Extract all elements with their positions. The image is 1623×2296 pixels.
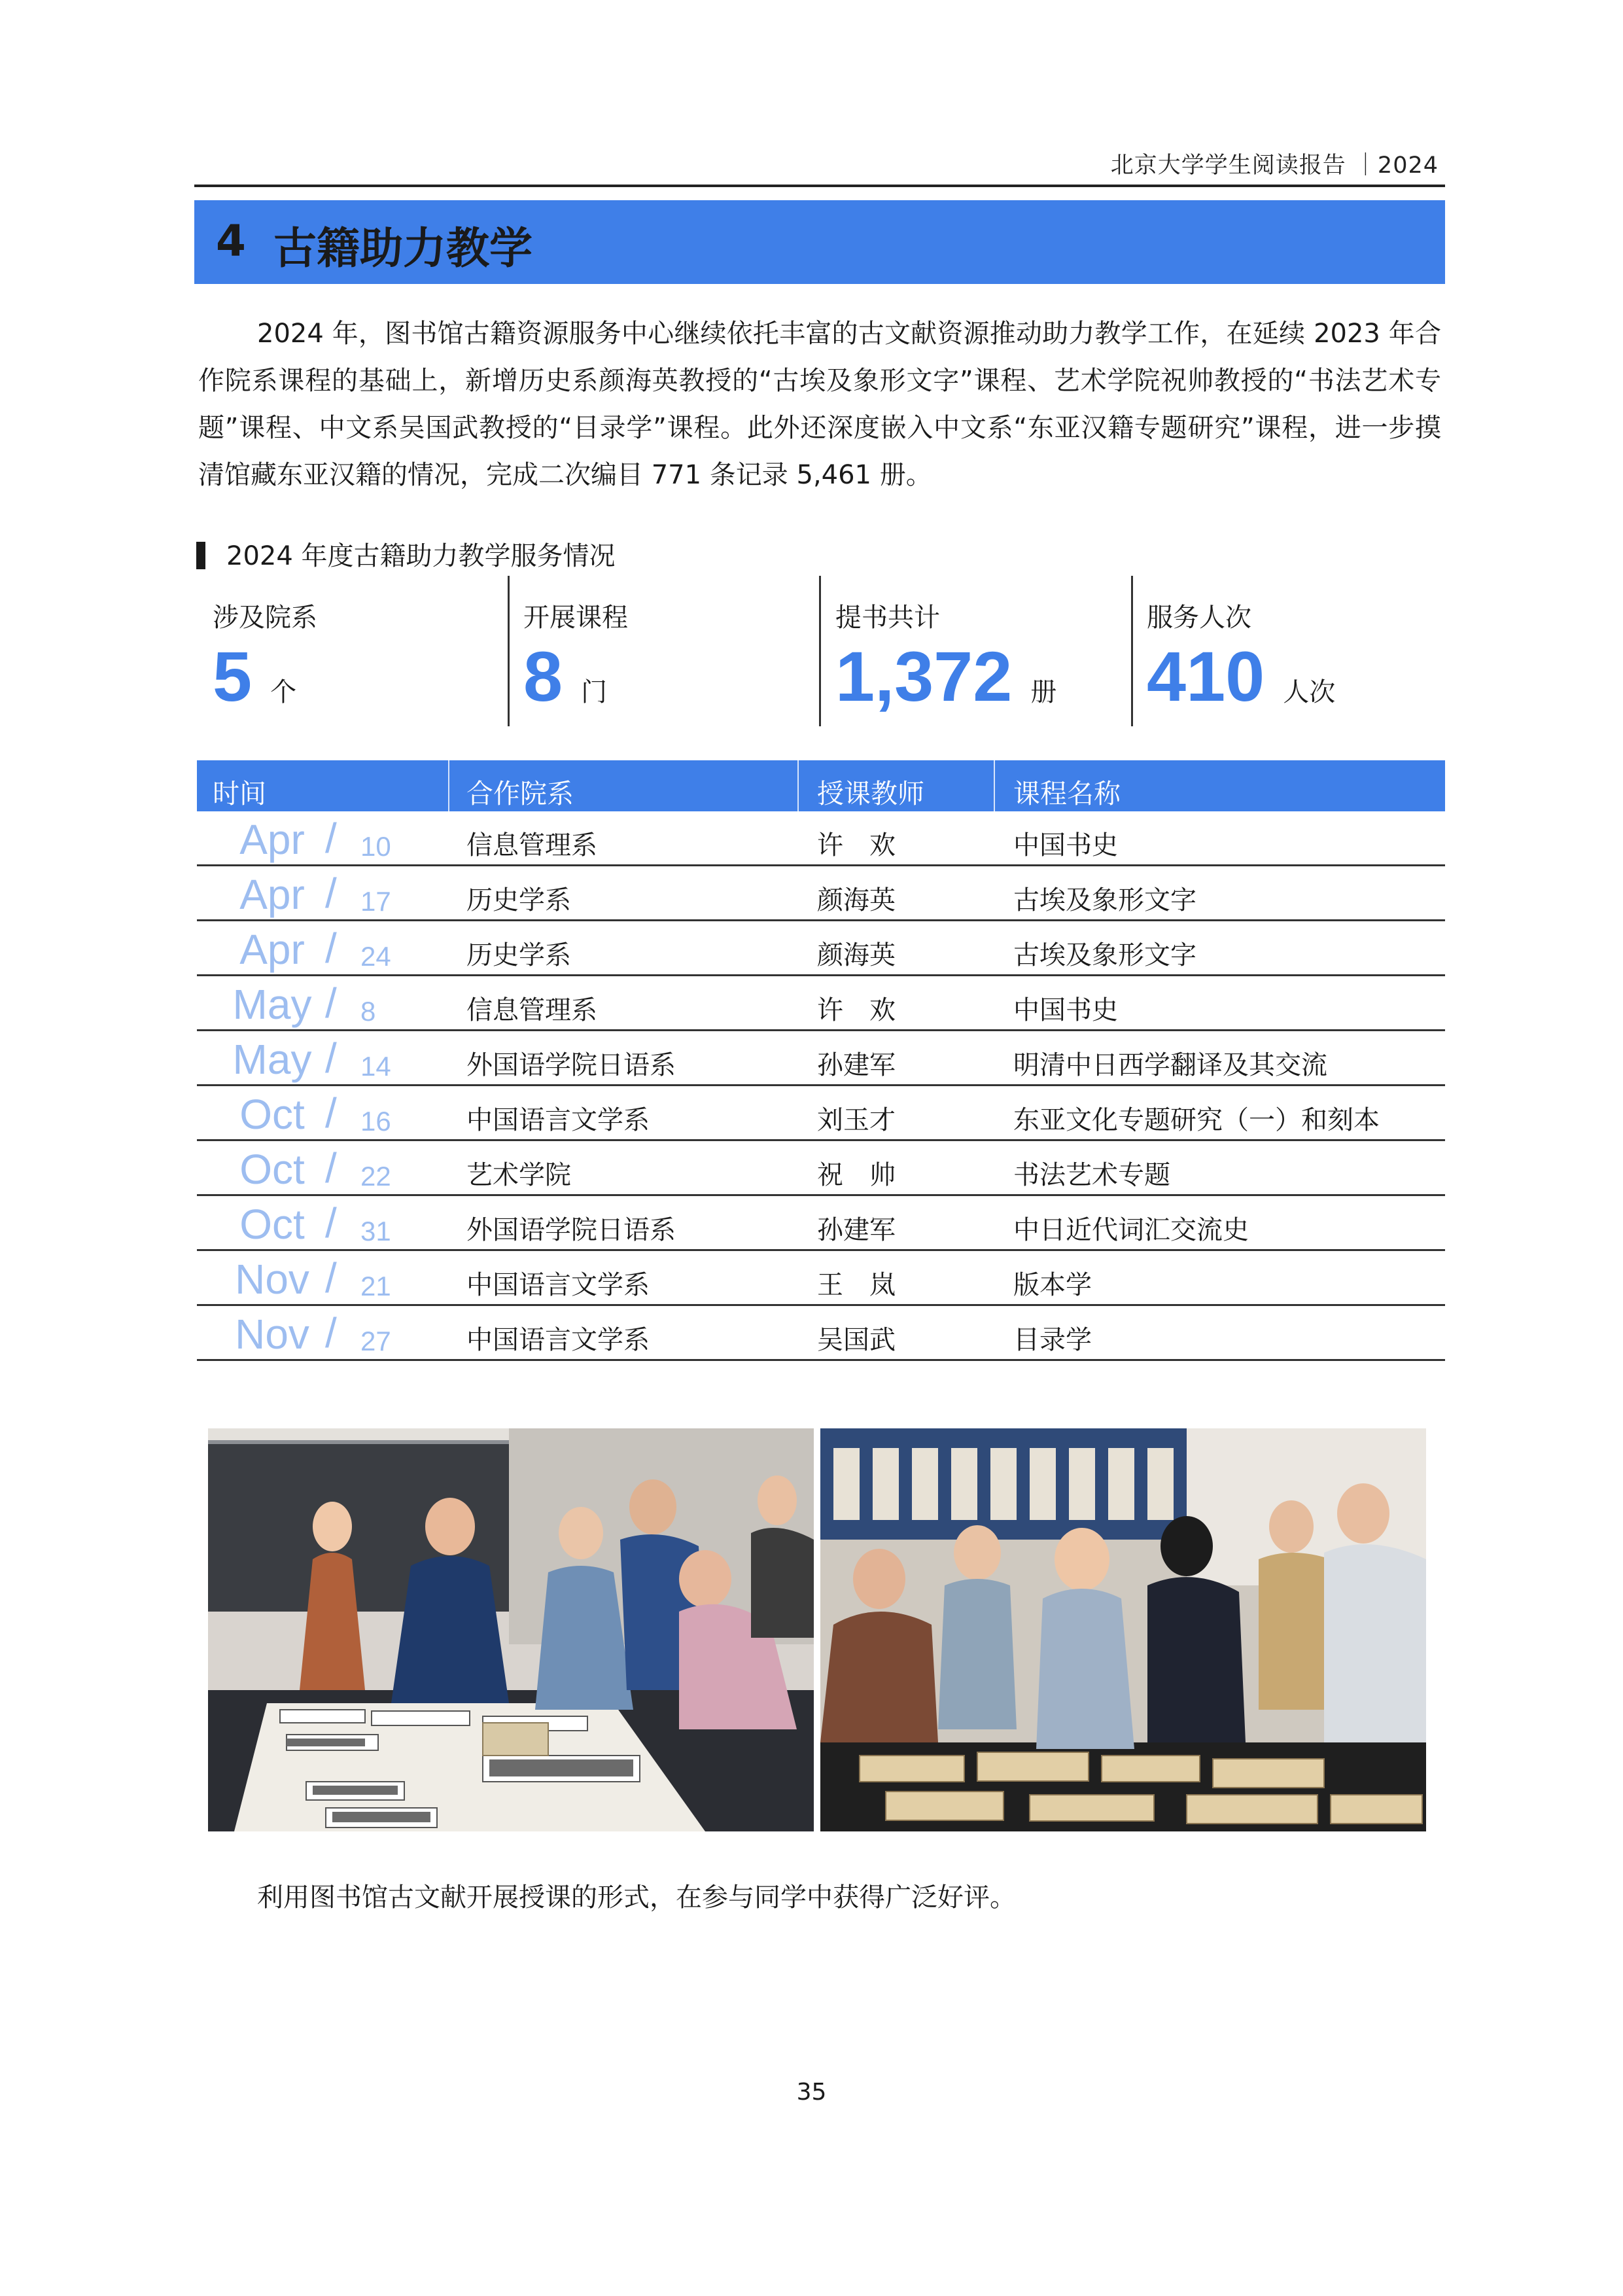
course-cell: 中国书史 <box>1013 995 1118 1025</box>
teacher-cell: 刘玉才 <box>817 1105 896 1135</box>
stats-title: 2024 年度古籍助力教学服务情况 <box>226 541 616 571</box>
date-separator: / <box>325 980 337 1027</box>
teacher-cell: 王 岚 <box>817 1270 896 1300</box>
section-number: 4 <box>216 216 246 266</box>
teacher-cell: 颜海英 <box>817 885 896 915</box>
teacher-cell: 孙建军 <box>817 1050 896 1080</box>
date-day: 24 <box>360 941 391 972</box>
table-row <box>197 866 1445 921</box>
stat-courses <box>523 576 831 726</box>
date-separator: / <box>325 815 337 862</box>
date-month: Oct <box>239 1201 305 1248</box>
department-cell: 历史学系 <box>466 885 571 915</box>
date-month: Nov <box>235 1256 309 1303</box>
table-row <box>197 1306 1445 1361</box>
stat-departments <box>213 576 520 726</box>
stat-unit: 册 <box>1030 677 1057 707</box>
running-header: 北京大学学生阅读报告 ｜2024 <box>1110 152 1439 179</box>
stat-label: 开展课程 <box>523 603 628 633</box>
department-cell: 信息管理系 <box>466 995 597 1025</box>
teacher-cell: 吴国武 <box>817 1325 896 1355</box>
table-row <box>197 1086 1445 1141</box>
course-cell: 古埃及象形文字 <box>1013 885 1196 915</box>
date-separator: / <box>325 870 337 917</box>
department-cell: 信息管理系 <box>466 830 597 860</box>
table-row <box>197 1031 1445 1086</box>
stat-label: 提书共计 <box>835 603 940 633</box>
stat-unit: 人次 <box>1283 677 1336 707</box>
stat-label: 服务人次 <box>1147 603 1251 633</box>
date-day: 17 <box>360 886 391 917</box>
course-cell: 东亚文化专题研究（一）和刻本 <box>1013 1105 1380 1135</box>
department-cell: 外国语学院日语系 <box>466 1215 676 1245</box>
stat-value <box>213 637 297 716</box>
table-row <box>197 921 1445 976</box>
stat-number: 5 <box>213 637 253 716</box>
course-table <box>197 760 1445 1361</box>
section-title: 古籍助力教学 <box>273 222 532 274</box>
photo-caption: 利用图书馆古文献开展授课的形式，在参与同学中获得广泛好评。 <box>257 1882 1016 1913</box>
date-month: Oct <box>239 1091 305 1138</box>
stat-divider <box>1131 576 1133 726</box>
department-cell: 中国语言文学系 <box>466 1270 650 1300</box>
date-day: 8 <box>360 996 376 1027</box>
column-header-teacher: 授课教师 <box>817 778 924 809</box>
stats-title-marker <box>196 542 205 569</box>
column-separator <box>994 760 995 811</box>
date-month: Apr <box>239 871 305 918</box>
teacher-cell: 孙建军 <box>817 1215 896 1245</box>
course-cell: 中日近代词汇交流史 <box>1013 1215 1249 1245</box>
page-number: 35 <box>796 2079 827 2106</box>
department-cell: 中国语言文学系 <box>466 1325 650 1355</box>
stat-visits <box>1147 576 1454 726</box>
date-separator: / <box>325 1199 337 1246</box>
teacher-cell: 颜海英 <box>817 940 896 970</box>
header-rule <box>194 185 1445 187</box>
date-day: 10 <box>360 831 391 862</box>
department-cell: 外国语学院日语系 <box>466 1050 676 1080</box>
course-cell: 中国书史 <box>1013 830 1118 860</box>
column-separator <box>448 760 449 811</box>
stat-books <box>835 576 1143 726</box>
date-separator: / <box>325 1144 337 1192</box>
department-cell: 艺术学院 <box>466 1160 571 1190</box>
date-day: 16 <box>360 1106 391 1137</box>
table-row <box>197 976 1445 1031</box>
date-month: May <box>232 981 312 1028</box>
date-month: Apr <box>239 926 305 973</box>
department-cell: 中国语言文学系 <box>466 1105 650 1135</box>
stat-divider <box>819 576 821 726</box>
column-header-department: 合作院系 <box>466 778 574 809</box>
table-row <box>197 811 1445 866</box>
table-header <box>197 760 1445 811</box>
stat-number: 410 <box>1147 637 1265 716</box>
department-cell: 历史学系 <box>466 940 571 970</box>
stat-value <box>523 637 608 716</box>
date-day: 22 <box>360 1161 391 1192</box>
classroom-photo-right <box>820 1428 1426 1831</box>
photo-class-right <box>820 1428 1426 1831</box>
stat-value <box>835 637 1057 716</box>
stat-divider <box>508 576 510 726</box>
date-month: Oct <box>239 1146 305 1193</box>
intro-paragraph: 2024 年，图书馆古籍资源服务中心继续依托丰富的古文献资源推动助力教学工作，在延续 2023 年合作院系课程的基础上，新增历史系颜海英教授的“古埃及象形文字”课程、艺术学院祝帅教授的“书法艺术专题”课程、中文系吴国武教授的“目录学”课程。此外还深度嵌入中文系“东亚汉籍专题研究”课程，进一步摸清馆藏东亚汉籍的情况，完成二次编目 771 条记录 5,461 册。 <box>198 319 1441 490</box>
classroom-photo-left <box>208 1428 814 1831</box>
stat-number: 1,372 <box>835 637 1013 716</box>
column-separator <box>797 760 799 811</box>
stat-unit: 门 <box>581 677 608 707</box>
course-cell: 目录学 <box>1013 1325 1092 1355</box>
course-cell: 明清中日西学翻译及其交流 <box>1013 1050 1327 1080</box>
date-separator: / <box>325 925 337 972</box>
table-row <box>197 1141 1445 1196</box>
table-body <box>197 811 1445 1361</box>
teacher-cell: 祝 帅 <box>817 1160 896 1190</box>
course-cell: 古埃及象形文字 <box>1013 940 1196 970</box>
table-row <box>197 1251 1445 1306</box>
stat-label: 涉及院系 <box>213 603 317 633</box>
date-separator: / <box>325 1254 337 1301</box>
course-cell: 书法艺术专题 <box>1013 1160 1170 1190</box>
teacher-cell: 许 欢 <box>817 830 896 860</box>
stat-unit: 个 <box>270 677 297 707</box>
date-month: Apr <box>239 816 305 863</box>
date-separator: / <box>325 1309 337 1356</box>
teacher-cell: 许 欢 <box>817 995 896 1025</box>
stat-number: 8 <box>523 637 563 716</box>
date-separator: / <box>325 1034 337 1082</box>
column-header-course: 课程名称 <box>1013 778 1121 809</box>
date-day: 21 <box>360 1271 391 1301</box>
date-month: May <box>232 1036 312 1083</box>
column-header-time: 时间 <box>213 778 266 809</box>
date-month: Nov <box>235 1311 309 1358</box>
date-day: 14 <box>360 1051 391 1082</box>
date-day: 31 <box>360 1216 391 1246</box>
table-row <box>197 1196 1445 1251</box>
photo-class-left <box>208 1428 814 1831</box>
course-cell: 版本学 <box>1013 1270 1092 1300</box>
date-day: 27 <box>360 1326 391 1356</box>
date-separator: / <box>325 1089 337 1137</box>
stat-value <box>1147 637 1336 716</box>
